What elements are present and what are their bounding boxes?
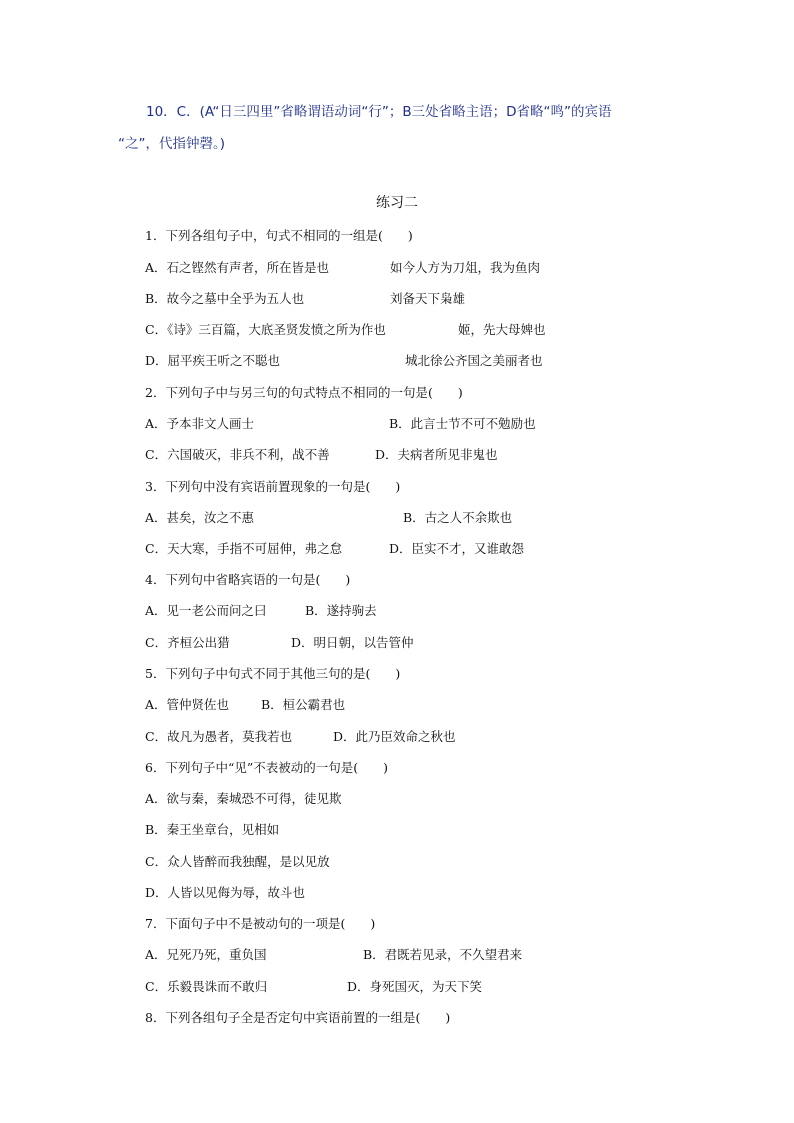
option-c-right: 姬，先大母婢也 (458, 322, 546, 337)
question-4-stem: 4．下列句中省略宾语的一句是( ) (145, 572, 351, 587)
option-b: B．君既若见录，不久望君来 (363, 947, 523, 962)
question-5-stem: 5．下列句子中句式不同于其他三句的是( ) (145, 666, 401, 681)
question-6-option-d: D．人皆以见侮为辱，故斗也 (145, 885, 306, 900)
option-a: A．见一老公而问之曰 (145, 603, 267, 618)
option-c: C．故凡为愚者，莫我若也 (145, 729, 293, 744)
question-6-option-a: A．欲与秦，秦城恐不可得，徒见欺 (145, 791, 342, 806)
question-2-stem: 2．下列句子中与另三句的句式特点不相同的一句是( ) (145, 385, 463, 400)
option-a: A．甚矣，汝之不惠 (145, 510, 255, 525)
option-a-right: 如今人方为刀俎，我为鱼肉 (390, 260, 541, 275)
option-b-right: 刘备天下枭雄 (390, 291, 466, 306)
option-a: A．予本非文人画士 (145, 416, 255, 431)
answer-line-2: “之”，代指钟磬。) (118, 136, 226, 152)
question-8-stem: 8．下列各组句子全是否定句中宾语前置的一组是( ) (145, 1010, 451, 1025)
section-title: 练习二 (376, 195, 418, 211)
option-d: D．此乃臣效命之秋也 (333, 729, 456, 744)
option-b: B．此言士节不可不勉励也 (389, 416, 536, 431)
option-d-right: 城北徐公齐国之美丽者也 (405, 353, 543, 368)
option-d: D．明日朝，以告管仲 (291, 635, 414, 650)
option-a-left: A．石之铿然有声者，所在皆是也 (145, 260, 330, 275)
question-3-stem: 3．下列句中没有宾语前置现象的一句是( ) (145, 479, 401, 494)
option-a: A．管仲贤佐也 (145, 697, 230, 712)
option-a: A．兄死乃死，重负国 (145, 947, 267, 962)
option-b: B．古之人不余欺也 (403, 510, 513, 525)
option-b: B．桓公霸君也 (261, 697, 346, 712)
answer-line-1: 10．C．(A“日三四里”省略谓语动词“行”；B三处省略主语；D省略“鸣”的宾语 (146, 104, 612, 120)
question-6-option-b: B．秦王坐章台，见相如 (145, 822, 280, 837)
option-c: C．齐桓公出猎 (145, 635, 230, 650)
option-c: C．六国破灭，非兵不利，战不善 (145, 447, 330, 462)
question-7-stem: 7．下面句子中不是被动句的一项是( ) (145, 916, 376, 931)
option-d: D．夫病者所见非鬼也 (375, 447, 498, 462)
option-c-left: C．《诗》三百篇，大底圣贤发愤之所为作也 (145, 322, 386, 337)
question-1-stem: 1．下列各组句子中，句式不相同的一组是( ) (145, 228, 413, 243)
option-b-left: B．故今之墓中全乎为五人也 (145, 291, 305, 306)
question-6-option-c: C．众人皆醉而我独醒，是以见放 (145, 854, 330, 869)
option-d: D．身死国灭，为天下笑 (347, 979, 483, 994)
option-c: C．天大寒，手指不可屈伸，弗之怠 (145, 541, 343, 556)
option-c: C．乐毅畏诛而不敢归 (145, 979, 268, 994)
question-6-stem: 6．下列句子中“见”不表被动的一句是( ) (145, 760, 388, 775)
option-d: D．臣实不才，又谁敢怨 (389, 541, 525, 556)
option-b: B．遂持驹去 (305, 603, 377, 618)
option-d-left: D．屈平疾王听之不聪也 (145, 353, 281, 368)
